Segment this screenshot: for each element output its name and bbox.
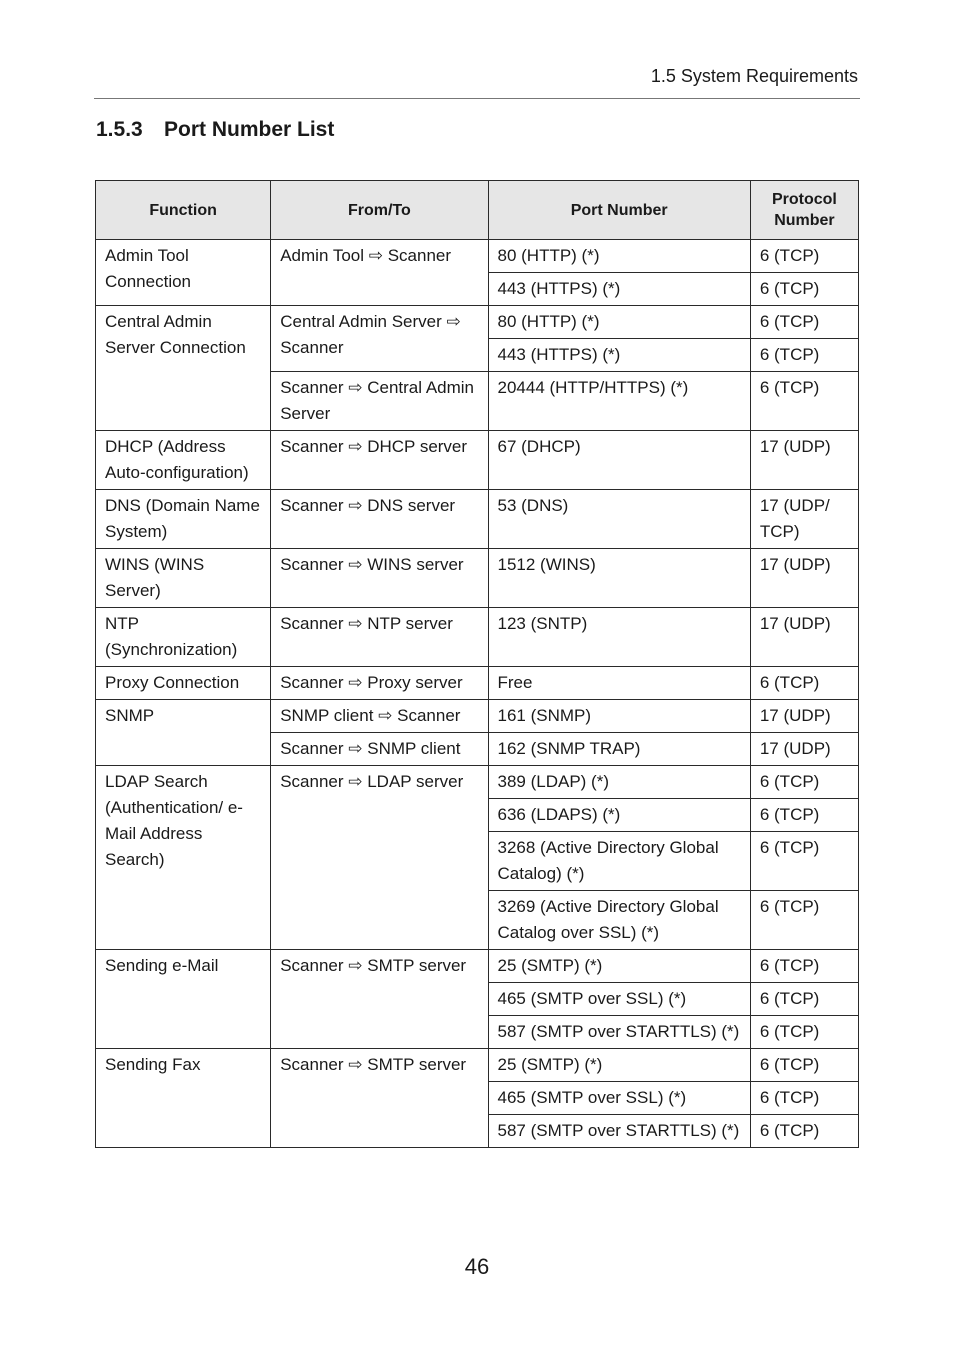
- port-number-cell: 161 (SNMP): [488, 700, 750, 733]
- port-number-cell: 1512 (WINS): [488, 549, 750, 608]
- protocol-number-cell: 6 (TCP): [750, 240, 858, 273]
- function-cell: Central Admin Server Connection: [96, 306, 271, 431]
- port-number-cell: 162 (SNMP TRAP): [488, 733, 750, 766]
- port-number-cell: 636 (LDAPS) (*): [488, 799, 750, 832]
- protocol-number-cell: 6 (TCP): [750, 1016, 858, 1049]
- port-number-cell: 25 (SMTP) (*): [488, 950, 750, 983]
- port-number-cell: 443 (HTTPS) (*): [488, 273, 750, 306]
- port-number-cell: 587 (SMTP over STARTTLS) (*): [488, 1115, 750, 1148]
- function-cell: Sending e-Mail: [96, 950, 271, 1049]
- function-cell: SNMP: [96, 700, 271, 766]
- function-cell: LDAP Search (Authentication/ e-Mail Address Search): [96, 766, 271, 950]
- from-to-cell: Scanner ⇨ Proxy server: [271, 667, 488, 700]
- protocol-number-cell: 17 (UDP): [750, 608, 858, 667]
- from-to-cell: Scanner ⇨ NTP server: [271, 608, 488, 667]
- port-number-table: [95, 180, 859, 1148]
- table-row: [96, 240, 859, 273]
- port-number-cell: 80 (HTTP) (*): [488, 240, 750, 273]
- from-to-cell: Scanner ⇨ LDAP server: [271, 766, 488, 950]
- protocol-number-cell: 6 (TCP): [750, 1049, 858, 1082]
- protocol-number-cell: 6 (TCP): [750, 339, 858, 372]
- protocol-number-cell: 17 (UDP): [750, 549, 858, 608]
- protocol-number-cell: 6 (TCP): [750, 891, 858, 950]
- protocol-number-cell: 6 (TCP): [750, 667, 858, 700]
- column-header-function: Function: [96, 181, 271, 240]
- port-number-cell: 80 (HTTP) (*): [488, 306, 750, 339]
- protocol-number-cell: 6 (TCP): [750, 1115, 858, 1148]
- from-to-cell: Admin Tool ⇨ Scanner: [271, 240, 488, 306]
- port-number-cell: 389 (LDAP) (*): [488, 766, 750, 799]
- from-to-cell: Central Admin Server ⇨ Scanner: [271, 306, 488, 372]
- function-cell: NTP (Synchronization): [96, 608, 271, 667]
- header-rule: [94, 98, 860, 99]
- port-number-cell: 3268 (Active Directory Global Catalog) (*): [488, 832, 750, 891]
- protocol-number-cell: 6 (TCP): [750, 1082, 858, 1115]
- from-to-cell: Scanner ⇨ DHCP server: [271, 431, 488, 490]
- section-number: 1.5.3: [96, 118, 143, 141]
- column-header-port-number: Port Number: [488, 181, 750, 240]
- table-row: [96, 766, 859, 799]
- function-cell: DHCP (Address Auto-configuration): [96, 431, 271, 490]
- from-to-cell: Scanner ⇨ SMTP server: [271, 950, 488, 1049]
- table-row: [96, 549, 859, 608]
- from-to-cell: Scanner ⇨ SMTP server: [271, 1049, 488, 1148]
- function-cell: Proxy Connection: [96, 667, 271, 700]
- table-body: [96, 240, 859, 1148]
- from-to-cell: Scanner ⇨ SNMP client: [271, 733, 488, 766]
- table-row: [96, 1049, 859, 1082]
- from-to-cell: Scanner ⇨ Central Admin Server: [271, 372, 488, 431]
- port-number-cell: 443 (HTTPS) (*): [488, 339, 750, 372]
- port-number-cell: 20444 (HTTP/HTTPS) (*): [488, 372, 750, 431]
- port-number-cell: 53 (DNS): [488, 490, 750, 549]
- port-number-cell: 465 (SMTP over SSL) (*): [488, 1082, 750, 1115]
- protocol-number-cell: 6 (TCP): [750, 306, 858, 339]
- protocol-number-cell: 17 (UDP/ TCP): [750, 490, 858, 549]
- protocol-number-cell: 6 (TCP): [750, 950, 858, 983]
- protocol-number-cell: 6 (TCP): [750, 273, 858, 306]
- port-number-cell: 587 (SMTP over STARTTLS) (*): [488, 1016, 750, 1049]
- table-row: [96, 667, 859, 700]
- protocol-number-cell: 17 (UDP): [750, 733, 858, 766]
- section-title: [96, 118, 334, 142]
- port-number-cell: 465 (SMTP over SSL) (*): [488, 983, 750, 1016]
- table-row: [96, 490, 859, 549]
- protocol-number-cell: 6 (TCP): [750, 832, 858, 891]
- from-to-cell: Scanner ⇨ WINS server: [271, 549, 488, 608]
- port-number-cell: 3269 (Active Directory Global Catalog over SSL) (*): [488, 891, 750, 950]
- table-row: [96, 431, 859, 490]
- protocol-number-cell: 6 (TCP): [750, 983, 858, 1016]
- table-row: [96, 700, 859, 733]
- from-to-cell: Scanner ⇨ DNS server: [271, 490, 488, 549]
- column-header-from-to: From/To: [271, 181, 488, 240]
- function-cell: WINS (WINS Server): [96, 549, 271, 608]
- port-number-cell: 123 (SNTP): [488, 608, 750, 667]
- table-row: [96, 306, 859, 339]
- port-number-cell: Free: [488, 667, 750, 700]
- protocol-number-cell: 6 (TCP): [750, 766, 858, 799]
- protocol-number-cell: 6 (TCP): [750, 799, 858, 832]
- function-cell: DNS (Domain Name System): [96, 490, 271, 549]
- column-header-protocol-number: Protocol Number: [750, 181, 858, 240]
- protocol-number-cell: 17 (UDP): [750, 700, 858, 733]
- function-cell: Sending Fax: [96, 1049, 271, 1148]
- table-header-row: [96, 181, 859, 240]
- table-row: [96, 950, 859, 983]
- section-title-text: Port Number List: [164, 118, 335, 141]
- from-to-cell: SNMP client ⇨ Scanner: [271, 700, 488, 733]
- table-row: [96, 608, 859, 667]
- function-cell: Admin Tool Connection: [96, 240, 271, 306]
- port-number-cell: 25 (SMTP) (*): [488, 1049, 750, 1082]
- page-number: 46: [464, 1254, 490, 1279]
- port-number-cell: 67 (DHCP): [488, 431, 750, 490]
- running-head: 1.5 System Requirements: [650, 66, 858, 86]
- protocol-number-cell: 6 (TCP): [750, 372, 858, 431]
- protocol-number-cell: 17 (UDP): [750, 431, 858, 490]
